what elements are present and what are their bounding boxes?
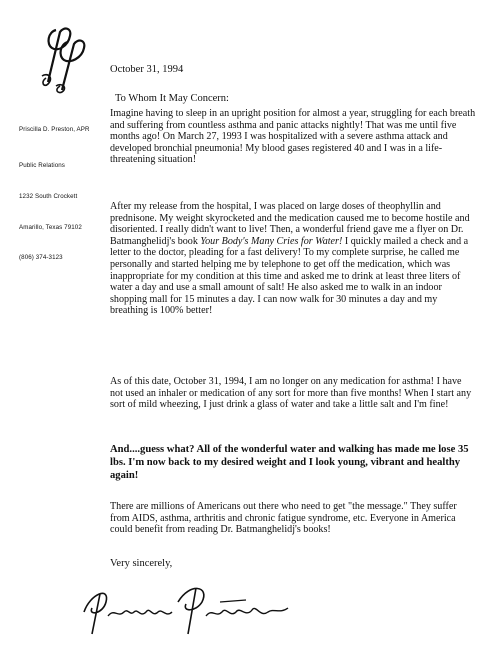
paragraph-2-part-b: I quickly mailed a check and a letter to the doctor, pleading for a fast delivery! To my complete surprise, he called me personally and started helping me by telephone to get off the medication, which was inappropriate for my condition at this time and asked me to drink at least three liters of water a day and use a small amount of salt! He also asked me to walk in an indoor shopping mall for 15 minutes a day. I can now walk for 30 minutes a day and my breathing is 100% better!: [110, 235, 469, 317]
pp-monogram-logo: [34, 22, 94, 94]
sender-name: Priscilla D. Preston, APR: [19, 126, 90, 133]
book-title: Your Body's Many Cries for Water!: [200, 235, 343, 247]
letter-date: October 31, 1994: [110, 64, 184, 75]
sender-street: 1232 South Crockett: [19, 193, 78, 200]
paragraph-4-bold: And....guess what? All of the wonderful water and walking has made me lose 35 lbs. I'm now back to my desired weight and I look young, vibrant and healthy again!: [110, 444, 469, 481]
closing: Very sincerely,: [110, 558, 173, 569]
sender-city: Amarillo, Texas 79102: [19, 224, 82, 231]
paragraph-5: There are millions of Americans out there who need to get "the message." They suffer from AIDS, asthma, arthritis and chronic fatigue syndrome, etc. Everyone in America could benefit from reading Dr. Batmanghelidj's books!: [110, 501, 457, 536]
handwritten-signature: [70, 572, 300, 642]
paragraph-2-part-a: After my release from the hospital, I was placed on large doses of theophyllin and prednisone. My weight skyrocketed and the medication caused me to become hostile and disoriented. I really didn't want to live! Then, a wonderful friend gave me a flyer on Dr. Batmanghelidj's book: [110, 201, 470, 247]
paragraph-1: Imagine having to sleep in an upright position for almost a year, struggling for each breath and suffering from countless asthma and panic attacks nightly! That was me until five months ago! On March 27, 1993 I was hospitalized with a severe asthma attack and developed bronchial pneumonia! My blood gases registered 40 and I was in a life-threatening situation!: [110, 108, 476, 166]
paragraph-2: [110, 201, 476, 317]
sender-phone: (806) 374-3123: [19, 254, 63, 261]
salutation: To Whom It May Concern:: [115, 93, 229, 104]
paragraph-3: As of this date, October 31, 1994, I am no longer on any medication for asthma! I have not used an inhaler or medication of any sort for more than five months! When I start any sort of mild wheezing, I just drink a glass of water and take a little salt and I'm fine!: [110, 376, 472, 411]
sender-organization: Public Relations: [19, 162, 65, 169]
